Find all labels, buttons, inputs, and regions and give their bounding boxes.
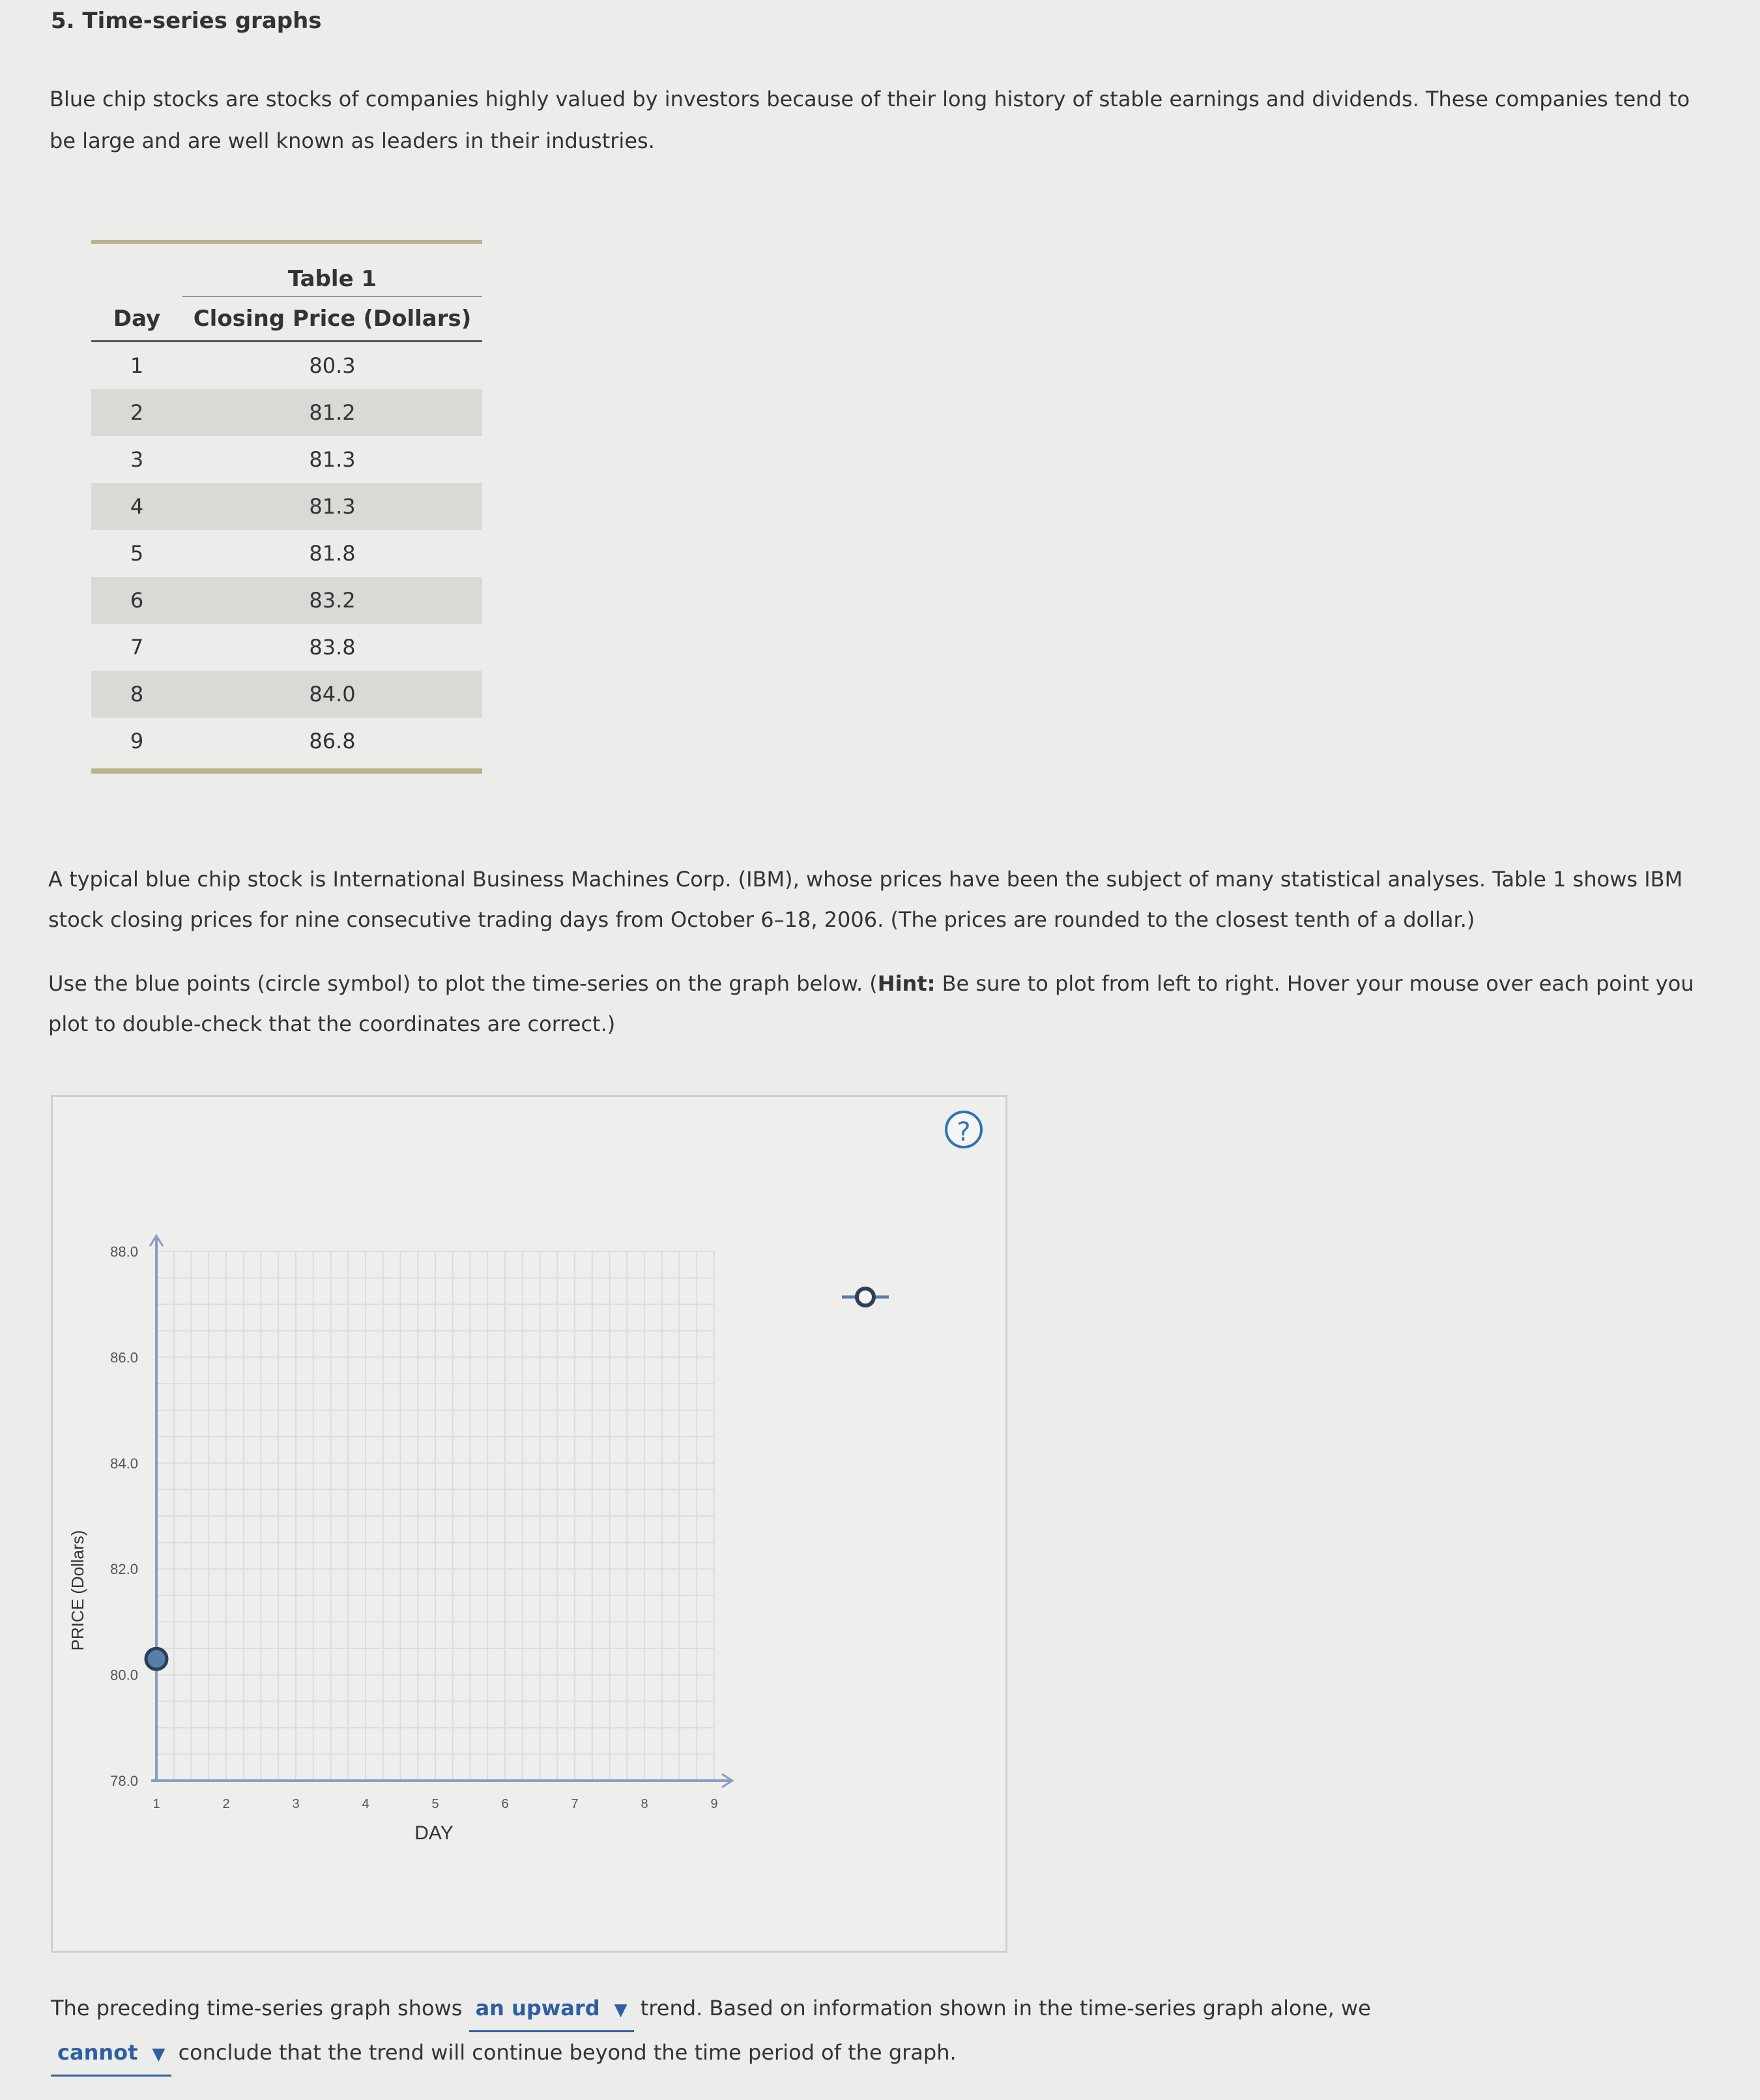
cell-day: 4	[130, 494, 144, 519]
cell-day: 3	[130, 447, 144, 472]
x-tick-label: 1	[152, 1797, 160, 1811]
y-tick-label: 88.0	[110, 1244, 138, 1260]
y-tick-label: 78.0	[110, 1773, 138, 1789]
answer-section	[51, 1988, 1745, 2077]
conclude-dropdown-value: cannot	[57, 2040, 138, 2065]
cell-day: 5	[130, 541, 144, 566]
cell-price: 86.8	[309, 729, 356, 753]
chevron-down-icon: ▼	[152, 2045, 166, 2064]
cell-day: 2	[130, 400, 144, 425]
conclude-dropdown[interactable]	[51, 2032, 171, 2077]
trend-dropdown[interactable]	[469, 1988, 634, 2032]
description-paragraph: A typical blue chip stock is International Business Machines Corp. (IBM), whose prices have been the subject of many statistical analyses. Table 1 shows IBM stock closing prices for nine consecutive trading days from October 6–18, 2006. (The prices are rounded to the closest tenth of a dollar.)	[48, 867, 1683, 932]
cell-price: 84.0	[309, 682, 356, 707]
x-tick-labels	[152, 1797, 717, 1811]
header-price: Closing Price (Dollars)	[193, 306, 472, 332]
trend-dropdown-value: an upward	[475, 1996, 600, 2020]
y-tick-label: 82.0	[110, 1561, 138, 1578]
x-axis-label: DAY	[414, 1822, 454, 1844]
hint-label: Hint:	[877, 971, 936, 996]
answer-text-2: trend. Based on information shown in the time-series graph alone, we	[640, 1996, 1371, 2020]
cell-day: 1	[130, 353, 144, 378]
blue-point-tool[interactable]	[842, 1289, 889, 1305]
cell-price: 81.3	[309, 494, 356, 519]
y-tick-label: 86.0	[110, 1349, 138, 1366]
cell-day: 9	[130, 729, 144, 753]
x-tick-label: 4	[362, 1797, 369, 1811]
cell-day: 6	[130, 588, 144, 613]
help-icon[interactable]: ?	[945, 1111, 983, 1148]
chevron-down-icon: ▼	[614, 2000, 628, 2020]
grid-lines	[156, 1251, 714, 1781]
y-tick-labels	[110, 1244, 138, 1789]
section-title: 5. Time-series graphs	[51, 8, 322, 34]
plotted-point[interactable]	[146, 1648, 167, 1669]
table-caption: Table 1	[287, 266, 377, 292]
header-day: Day	[113, 306, 161, 332]
x-tick-label: 6	[501, 1797, 509, 1811]
cell-price: 81.2	[309, 400, 356, 425]
y-tick-label: 84.0	[110, 1455, 138, 1472]
cell-day: 8	[130, 682, 144, 707]
cell-price: 83.8	[309, 635, 356, 660]
answer-text-3: conclude that the trend will continue beyond the time period of the graph.	[178, 2040, 957, 2065]
x-tick-label: 7	[571, 1797, 579, 1811]
plotted-points	[146, 1648, 167, 1669]
cell-price: 81.8	[309, 541, 356, 566]
x-tick-label: 8	[641, 1797, 648, 1811]
instruction-text-b: Be sure to plot from left to right. Hover your mouse over each point you plot to double-check that the coordinates are correct.)	[48, 971, 1694, 1036]
answer-text-1: The preceding time-series graph shows	[51, 1996, 463, 2020]
intro-paragraph: Blue chip stocks are stocks of companies highly valued by investors because of their long history of stable earnings and dividends. These companies tend to be large and are well known as leaders in their industries.	[50, 87, 1690, 153]
y-axis-label: PRICE (Dollars)	[68, 1530, 87, 1651]
y-tick-label: 80.0	[110, 1667, 138, 1684]
x-tick-label: 5	[431, 1797, 439, 1811]
x-tick-label: 9	[710, 1797, 718, 1811]
cell-day: 7	[130, 635, 144, 660]
cell-price: 83.2	[309, 588, 356, 613]
x-tick-label: 3	[292, 1797, 300, 1811]
cell-price: 81.3	[309, 447, 356, 472]
instruction-text-a: Use the blue points (circle symbol) to plot the time-series on the graph below. (	[48, 971, 878, 996]
x-tick-label: 2	[222, 1797, 230, 1811]
cell-price: 80.3	[309, 353, 356, 378]
